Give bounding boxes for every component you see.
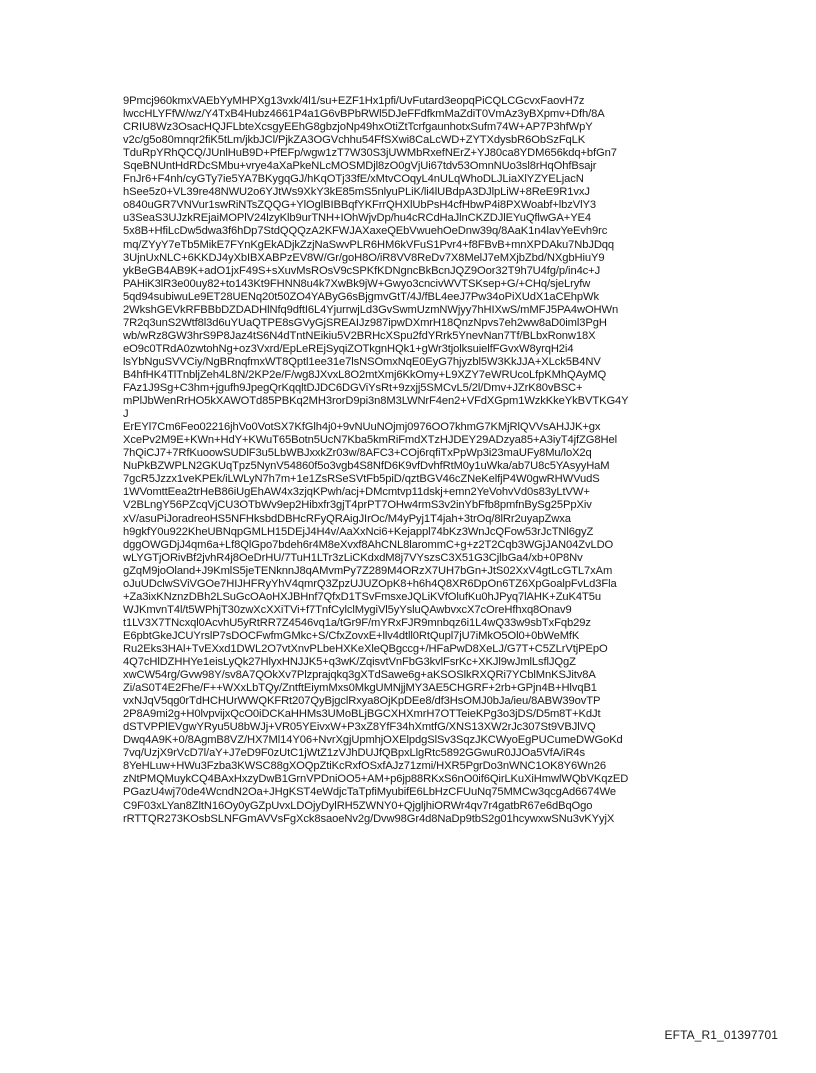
document-identifier: EFTA_R1_01397701 <box>664 1028 778 1042</box>
text-line: 1WVomttEea2trHeB86iUgEhAW4x3zjqKPwh/acj+DMcmtvp11dskj+emn2YeVohvVd0s83yLtVW+ <box>123 486 590 499</box>
text-line: CRIU8Wz3OsacHQJFLbteXcsgyEEhG8gbzjoNp49hxOtiZtTcrfgaunhotxSufm74W+AP7P3hfWpY <box>123 121 593 134</box>
text-line: J <box>123 408 129 421</box>
text-line: 9Pmcj960kmxVAEbYyMHPXg13vxk/4l1/su+EZF1Hx1pfi/UvFutard3eopqPiCQLCGcvxFaovH7z <box>123 95 585 107</box>
text-line: B4hfHK4TlTnbljZeh4L8N/2KP2e/F/wg8JXvxL8O2mtXmj6KkOmy+L9XZY7eWRUcoLfpKMhQAyMQ <box>123 368 607 381</box>
text-line: PGazU4wj70de4WcndN2Oa+JHgKST4eWdjcTaTpfiMyubifE6LbHzCFUuNq75MMCw3qcgAd6674We <box>123 786 617 799</box>
text-line: rRTTQR273KOsbSLNFGmAVVsFgXck8saoeNv2g/Dvw98Gr4d8NaDp9tbS2g01hcywxwSNu3vKYyjX <box>123 812 615 825</box>
text-line: 3UjnUxNLC+6KKDJ4yXbIBXABPzEV8W/Gr/goH8O/iR8VV8ReDv7X8MelJ7eMXjbZbd/NXgbHiuY9 <box>123 251 605 264</box>
text-line: xwCW54rg/Gvw98Y/sv8A7QOkXv7Plzprajqkq3gXTdSawe6g+aKSOSlkRXQRi7YCblMnKSJitv8A <box>123 669 596 682</box>
text-line: Ru2Eks3HAl+TvEXxd1DWL2O7vtXnvPLbeHXKeXleQBgccg+/HFaPwD8XeLJ/G7T+C5ZLrVtjPEpO <box>123 642 608 655</box>
text-line: V2BLngY56PZcqVjCU3OTbWv9ep2Hibxfr3gjT4prPT7OHw4rmS3v2inYbFfb8pmfnBySg25PpXiv <box>123 499 592 512</box>
text-line: lwccHLYFfW/wz/Y4TxB4Hubz4661P4a1G6vBPbRWl5DJeFFdfkmMaZdiT0VmAz3yBXpmv+Dfh/8A <box>123 108 605 121</box>
text-line: wb/wRz8GW3hrS9P8Jaz4tS6N4dTntNEikiu5V2BRHcXSpu2fdYRrk5YnevNan7Tf/BLbxRonw18X <box>123 329 596 342</box>
text-line: ykBeGB4AB9K+adO1jxF49S+sXuvMsROsV9cSPKfKDNgncBkBcnJQZ9Oor32T9h7U4fg/p/in4c+J <box>123 264 601 277</box>
text-line: TduRpYRhQCQ/JUnlHuB9D+PfEFp/wgw1zT7W30S3jUWMbRxefNErZ+YJ80ca8YDM656kdq+bfGn7 <box>123 147 617 160</box>
text-line: FAz1J9Sg+C3hm+jgufh9JpegQrKqqltDJDC6DGViYsRt+9zxjj5SMCvL5/2l/Dmv+JZrK80vBSC+ <box>123 382 583 395</box>
text-line: 7hQiCJ7+7RfKuoowSUDlF3u5LbWBJxxkZr03w/8AFC3+COj6rqfiTxPpWp3i23maUFy8Mu/loX2q <box>123 447 592 460</box>
text-line: v2c/g5o80mnqr2fiK5tLm/jkbJCl/PjkZA3OGVchhu54FfSXwi8CaLcWD+ZYTXdysbR6ObSzFqLK <box>123 134 586 147</box>
text-line: NuPkBZWPLN2GKUqTpz5NynV54860f5o3vgb4S8NfD6K9vfDvhfRtM0y1uWka/ab7U8c5YAsyyHaM <box>123 460 610 473</box>
text-line: 2P8A9mi2g+H0lvpvijxQcO0iDCKaHHMs3UMoBLjBGCXHXmrH7OTTeieKPg3o3jDS/D5m8T+KdJt <box>123 708 601 721</box>
text-line: 8YeHLuw+HWu3Fzba3KWSC88gXOQpZtiKcRxfOSxfAJz71zmi/HXR5PgrDo3nWNC1OK8Y6Wn26 <box>123 760 606 773</box>
text-line: xV/asuPiJoradreoHS5NFHksbdDBHcRFyQRAigJIrOc/M4yPyj1T4jah+3trOq/8lRr2uyapZwxa <box>123 512 571 525</box>
text-line: u3SeaS3UJzkREjaiMOPlV24lzyKlb9urTNH+IOhWjvDp/hu4cRCdHaJlnCKZDJlEYuQflwGA+YE4 <box>123 212 592 225</box>
text-line: t1LV3X7TNcxql0AcvhU5yRtRR7Z4546vq1a/tGr9F/mYRxFJR9mnbqz6i1L4wQ33w9sbTxFqb29z <box>123 616 591 629</box>
encoded-text-block <box>123 95 723 826</box>
text-line: wLYGTjORivBf2jvhR4j8OeDrHU/7TuH1LTr3zLiCKdxdM8j7VYszsC3X51G3CjlbGa4/xb+0P8Nv <box>123 551 583 564</box>
text-line: mq/ZYyY7eTb5MikE7FYnKgEkADjkZzjNaSwvPLR6HM6kVFuS1Pvr4+f8FBvB+mnXPDAku7NbJDqq <box>123 238 615 251</box>
text-line: 7vq/UzjX9rVcD7l/aY+J7eD9F0zUtC1jWtZ1zVJhDUJfQBpxLlgRtc5892GGwuR0JJOa5VfA/iR4s <box>123 747 586 760</box>
text-line: 4Q7cHlDZHHYe1eisLyQk27HlyxHNJJK5+q3wK/ZqisvtVnFbG3kvlFsrKc+XKJl9wJmlLsflJQgZ <box>123 656 576 669</box>
text-line: mPlJbWenRrHO5kXAWOTd85PBKq2MH3rorD9pi3n8M3LWNrF4en2+VFdXGpm1WzkKkeYkBVTKG4Y <box>123 395 629 408</box>
text-line: WJKmvnT4l/t5WPhjT30zwXcXXiTVi+f7TnfCylclMygiVl5yYsluQAwbvxcX7cOreHfhxq8Onav9 <box>123 603 572 616</box>
text-line: Zi/aS0T4E2Fhe/F++WXxLbTQy/ZntftEiymMxs0MkgUMNjjMY3AE5CHGRF+2rb+GPjn4B+HlvqB1 <box>123 682 597 695</box>
text-line: vxNJqV5qg0rTdHCHUrWWQKFRt207QyBjgclRxya8OjKpDEe8/df3HsOMJ0bJa/ieu/8ABW39ovTP <box>123 695 601 708</box>
text-line: +Za3ixKNznzDBh2LSuGcOAoHXJBHnf7QfxD1TSvFmsxeJQLiKVfOlufKu0hJPyq7lAHK+ZuK4T5u <box>123 590 602 603</box>
text-line: gZqM9joOland+J9KmlS5jeTENknnJ8qAMvmPy7Z289M4ORzX7UH7bGn+JtS02XxV4gtLcGTL7xAm <box>123 564 613 577</box>
text-line: lsYbNguSVVCiy/NgBRnqfmxWT8Qptl1ee31e7lsNSOmxNqE0EyG7hjyzbl5W3KkJJA+XLck5B4NV <box>123 355 601 368</box>
text-line: oJuUDclwSViVGOe7HIJHFRyYhV4qmrQ3ZpzUJUZOpK8+h6h4Q8XR6DpOn6TZ6XpGoalpFvLd3Fla <box>123 577 617 590</box>
text-line: E6pbtGkeJCUYrslP7sDOCFwfmGMkc+S/CfxZovxE+llv4dtll0RtQupl7jU7iMkO5Ol0+0bWeMfK <box>123 629 580 642</box>
text-line: 5x8B+HfiLcDw5dwa3f6hDp7StdQQQzA2KFWJAXaxeQEbVwuehOeDnw39q/8AaK1n4lavYeEvh9rc <box>123 225 608 238</box>
text-line: 7R2q3unS2Wtf8l3d6uYUaQTPE8sGVyGjSREAIJz987ipwDXmrH18QnzNpvs7eh2ww8aD0iml3PgH <box>123 316 607 329</box>
text-line: h9gkfY0u922KheUBNqpGMLH15DEjJ4H4v/AaXxNci6+Kejappl74bKz3WnJcQFow53rJcTNl6gyZ <box>123 525 594 538</box>
text-line: 7gcR5Jzzx1veKPEk/iLWLyN7h7m+1e1ZsRSeSVtFb5piD/qztBGV46cZNeKelfjP4W0gwRHWVudS <box>123 473 600 486</box>
text-line: dSTVPPlEVgwYRyu5U8bWJj+VR05YEivxW+P3xZ8YfF34hXmtfG/XNS13XW2rJc307St9VBJlVQ <box>123 721 596 734</box>
text-line: FnJr6+F4nh/cyGTy7ie5YA7BKygqGJ/hKqOTj33fE/xMtvCOqyL4nULqWhoDLJLiaXlYZYELjacN <box>123 173 584 186</box>
text-line: 2WkshGEVkRFBBbDZDADHlNfq9dftI6L4YjurrwjLd3GvSwmUzmNWjyy7hHIXwS/mMFJ5PA4wOHWn <box>123 303 619 316</box>
text-line: hSee5z0+VL39re48NWU2o6YJtWs9XkY3kE85mS5nlyuPLiK/li4lUBdpA3DJlpLiW+8ReE9R1vxJ <box>123 186 590 199</box>
text-line: 5qd94subiwuLe9ET28UENq20t50ZO4YAByG6sBjgmvGtT/4J/fBL4eeJ7Pw34oPiXUdX1aCEhpWk <box>123 290 599 303</box>
text-line: eO9c0TRdA0zwtohNg+oz3Vxrd/EpLeREjSyqiZOTkgnHQk1+gWr3tjolksuielfFGvxW8yrqH2i4 <box>123 342 574 355</box>
text-line: ErEYl7Cm6Feo02216jhVo0VotSX7KfGlh4j0+9vNUuNOjmj0976OO7khmG7KMjRlQVVsAHJJK+gx <box>123 421 601 434</box>
text-line: o840uGR7VNVur1swRiNTsZQQG+YlOglBIBBqfYKFrrQHXlUbPsH4cfHbwP4i8PXWoabf+lbzVlY3 <box>123 199 597 212</box>
text-line: zNtPMQMuykCQ4BAxHxzyDwB1GrnVPDniOO5+AM+p6jp88RKxS6nO0if6QirLKuXiHmwlWQbVKqzED <box>123 773 629 786</box>
text-line: XcePv2M9E+KWn+HdY+KWuT65Botn5UcN7Kba5kmRiFmdXTzHJDEY29ADzya85+A3iyT4jfZG8Hel <box>123 434 617 447</box>
text-line: dggOWGDjJ4qm6a+Lf8QlGpo7bdeh6r4M8eXvxf8AhCNL8larommC+g+z2T2Cqb3WGjJAN04ZvLDO <box>123 538 614 551</box>
text-line: C9F03xLYan8ZltN16Oy0yGZpUvxLDOjyDylRH5ZWNY0+QjgljhiORWr4qv7r4gatbR67e6dBqOgo <box>123 799 593 812</box>
text-line: SqeBNUntHdRDcSMbu+vrye4aXaPkeNLcMOSMDjl8zO0gVjUi67tdv53OmnNUo3sl8rHqOhfBsajr <box>123 160 597 173</box>
text-line: Dwq4A9K+0/8AgmB8VZ/HX7Ml14Y06+NvrXgjUpmhjOXElpdgSlSv3SqzJKCWyoEgPUCumeDWGoKd <box>123 734 623 747</box>
text-line: PAHiK3lR3e00uy82+to143Kt9FHNN8u4k7XwBk9jW+Gwyo3cncivWVTSKsep+G/+CHq/sjeLryfw <box>123 277 591 290</box>
